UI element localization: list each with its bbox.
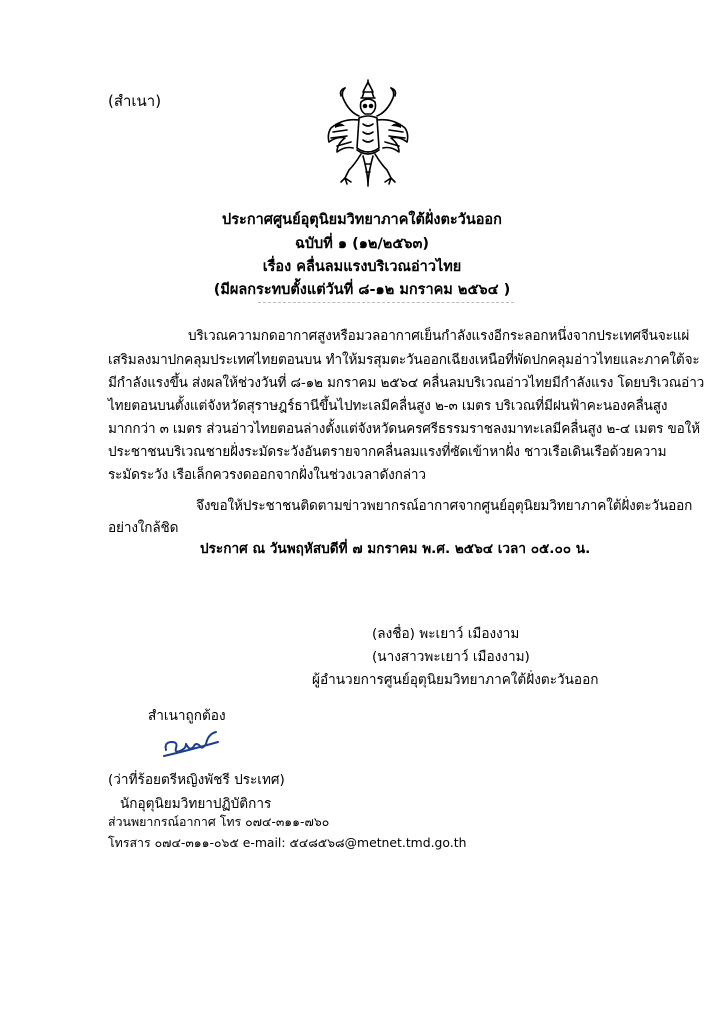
signer-position: ผู้อำนวยการศูนย์อุตุนิยมวิทยาภาคใต้ฝั่งตะวันออก (312, 672, 599, 688)
contact-fax-email: โทรสาร ๐๗๔-๓๑๑-๐๖๕ e-mail: ๕๔๘๕๖๘@metnet.tmd.go.th (108, 835, 467, 850)
header-divider (258, 302, 514, 303)
issue-number: ฉบับที่ ๑ (๑๒/๒๕๖๓) (294, 236, 430, 252)
advice-line: จึงขอให้ประชาชนติดตามข่าวพยากรณ์อากาศจากศูนย์อุตุนิยมวิทยาภาคใต้ฝั่งตะวันออก (196, 498, 693, 514)
body-line: ไทยตอนบนตั้งแต่จังหวัดสุราษฎร์ธานีขึ้นไปทะเลมีคลื่นสูง ๒-๓ เมตร บริเวณที่มีฝนฟ้าคะนองคลื่นสูง (108, 398, 668, 414)
certified-copy-label: สำเนาถูกต้อง (148, 708, 226, 724)
body-line: ประชาชนบริเวณชายฝั่งระมัดระวังอันตรายจากคลื่นลมแรงที่ซัดเข้าหาฝั่ง ชาวเรือเดินเรือด้วยความ (108, 444, 667, 460)
signed-by: (ลงชื่อ) พะเยาว์ เมืองงาม (372, 626, 520, 642)
announcement-date: ประกาศ ณ วันพฤหัสบดีที่ ๗ มกราคม พ.ศ. ๒๕๖๔ เวลา ๐๕.๐๐ น. (200, 541, 591, 557)
certifier-name: (ว่าที่ร้อยตรีหญิงพัชรี ประเทศ) (108, 772, 285, 788)
announcement-title: ประกาศศูนย์อุตุนิยมวิทยาภาคใต้ฝั่งตะวันออก (222, 212, 502, 228)
contact-phone: ส่วนพยากรณ์อากาศ โทร ๐๗๔-๓๑๑-๗๖๐ (108, 814, 330, 829)
body-line: มากกว่า ๓ เมตร ส่วนอ่าวไทยตอนล่างตั้งแต่จังหวัดนครศรีธรรมราชลงมาทะเลมีคลื่นสูง ๒-๔ เมตร ขอให้ (108, 421, 700, 437)
handwritten-signature-icon (160, 728, 224, 760)
signer-name: (นางสาวพะเยาว์ เมืองงาม) (372, 649, 530, 665)
copy-label: (สำเนา) (108, 92, 162, 110)
advice-line: อย่างใกล้ชิด (108, 520, 179, 536)
body-line: เสริมลงมาปกคลุมประเทศไทยตอนบน ทำให้มรสุมตะวันออกเฉียงเหนือที่พัดปกคลุมอ่าวไทยและภาคใต้จะ (108, 352, 700, 368)
body-line: บริเวณความกดอากาศสูงหรือมวลอากาศเย็นกำลังแรงอีกระลอกหนึ่งจากประเทศจีนจะแผ่ (188, 328, 690, 344)
subject: เรื่อง คลื่นลมแรงบริเวณอ่าวไทย (262, 259, 462, 275)
body-line: มีกำลังแรงขึ้น ส่งผลให้ช่วงวันที่ ๘-๑๒ มกราคม ๒๕๖๔ คลื่นลมบริเวณอ่าวไทยมีกำลังแรง โดยบริเวณอ่าว (108, 375, 705, 391)
certifier-position: นักอุตุนิยมวิทยาปฏิบัติการ (120, 796, 272, 812)
effective-dates: (มีผลกระทบตั้งแต่วันที่ ๘-๑๒ มกราคม ๒๕๖๔ ) (213, 282, 511, 298)
body-line: ระมัดระวัง เรือเล็กควรงดออกจากฝั่งในช่วงเวลาดังกล่าว (108, 467, 426, 483)
garuda-emblem-icon (323, 78, 413, 190)
